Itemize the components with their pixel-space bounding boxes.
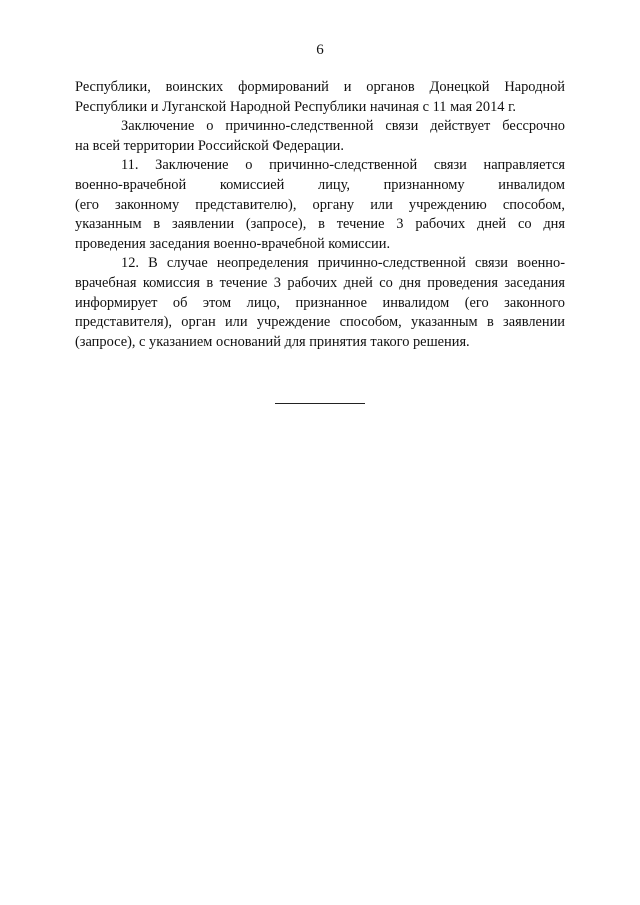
end-divider-line [275, 403, 365, 404]
text-line: проведения заседания военно-врачебной комиссии. [75, 235, 391, 252]
paragraph-continuation [75, 78, 565, 117]
text-line: указанным в заявлении (запросе), в течение 3 рабочих дней со дня [75, 216, 565, 233]
text-line: 12. В случае неопределения причинно-следственной связи военно- [121, 255, 565, 272]
text-line: информирует об этом лицо, признанное инвалидом (его законного [75, 294, 565, 311]
document-body [75, 78, 565, 352]
text-line: военно-врачебной комиссией лицу, признанному инвалидом [75, 176, 565, 193]
text-line: (запросе), с указанием оснований для принятия такого решения. [75, 333, 470, 350]
paragraph-item-12 [75, 254, 565, 352]
text-line: 11. Заключение о причинно-следственной связи направляется [121, 157, 565, 174]
text-line: Республики, воинских формирований и органов Донецкой Народной [75, 79, 565, 95]
text-line: на всей территории Российской Федерации. [75, 137, 344, 154]
page-number: 6 [316, 42, 324, 58]
paragraph-validity [75, 117, 565, 156]
text-line: (его законному представителю), органу или учреждению способом, [75, 196, 565, 213]
text-line: Республики и Луганской Народной Республики начиная с 11 мая 2014 г. [75, 98, 516, 115]
text-line: Заключение о причинно-следственной связи действует бессрочно [121, 118, 565, 135]
text-line: врачебная комиссия в течение 3 рабочих дней со дня проведения заседания [75, 274, 565, 291]
text-line: представителя), орган или учреждение способом, указанным в заявлении [75, 314, 565, 331]
paragraph-item-11 [75, 156, 565, 254]
